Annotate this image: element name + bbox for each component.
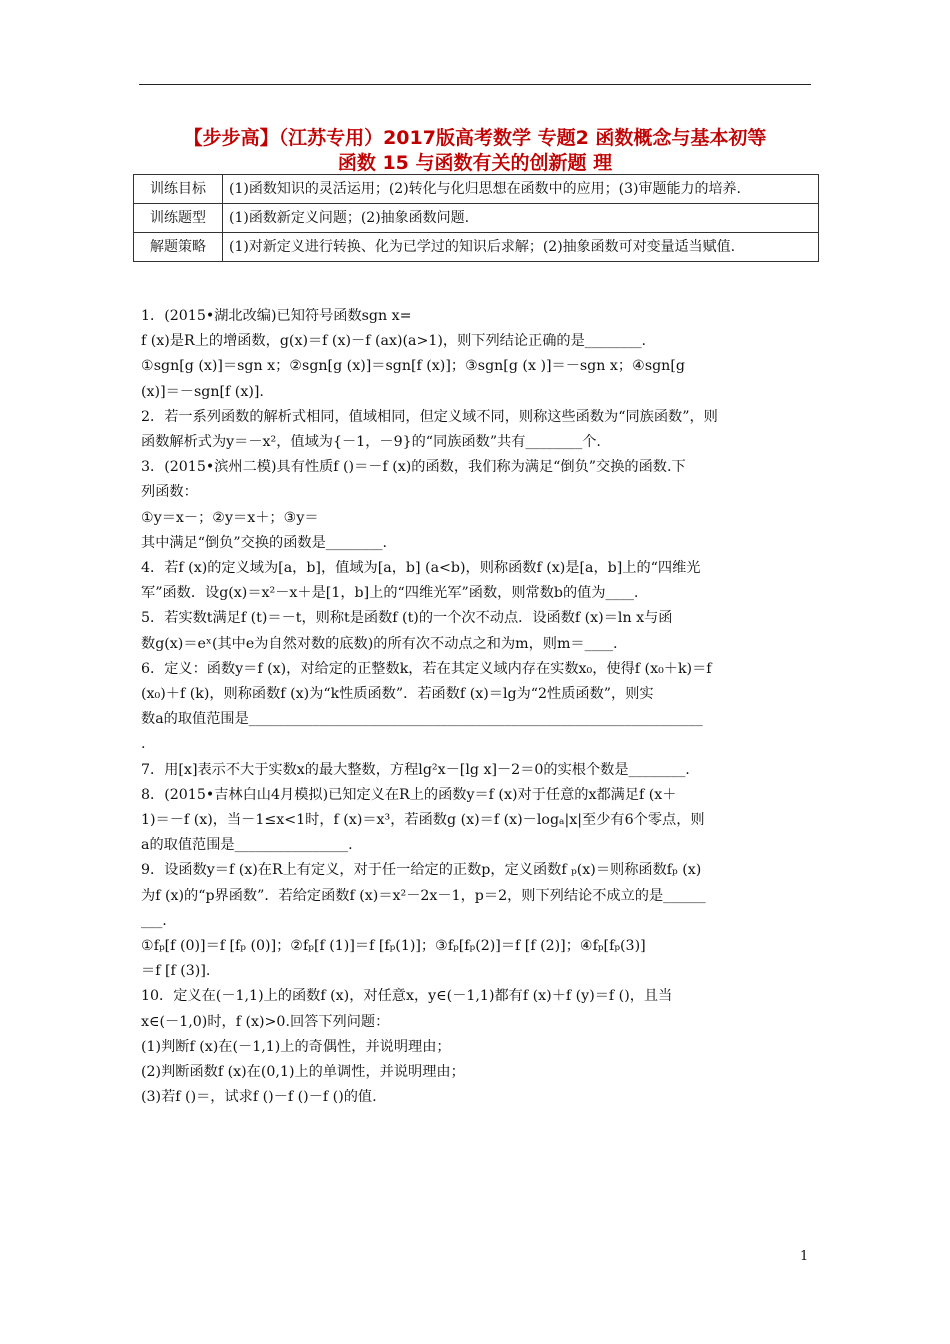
text-line: 1．(2015•湖北改编)已知符号函数sgn x= [141,308,412,324]
table-value: (1)对新定义进行转换、化为已学过的知识后求解；(2)抽象函数可对变量适当赋值. [223,233,819,262]
text-line: ___. [141,912,167,929]
text-line: 为f (x)的“p界函数”．若给定函数f (x)＝x²－2x－1，p＝2，则下列结论不成立的是______ [141,887,706,904]
text-line: ＝f [f (3)]. [141,963,211,980]
text-line: 函数解析式为y＝－x²，值域为{－1，－9}的“同族函数”共有________个. [141,434,601,451]
table-key: 解题策略 [134,233,223,262]
text-line: (2)判断函数f (x)在(0,1)上的单调性，并说明理由； [141,1064,465,1081]
text-line: 军”函数．设g(x)＝x²－x＋是[1，b]上的“四维光军”函数，则常数b的值为____. [141,585,639,602]
text-line: 4．若f (x)的定义域为[a，b]，值域为[a，b] (a<b)，则称函数f (x)是[a，b]上的“四维光 [141,560,701,577]
text-line: . [141,736,146,753]
text-line: (1)判断f (x)在(－1,1)上的奇偶性，并说明理由； [141,1038,451,1055]
text-line: 数g(x)＝eˣ(其中e为自然对数的底数)的所有次不动点之和为m，则m＝____. [141,635,618,652]
title-line-2: 函数 15 与函数有关的创新题 理 [337,152,613,174]
text-line: 8．(2015•吉林白山4月模拟)已知定义在R上的函数y＝f (x)对于任意的x都满足f (x＋ [141,786,677,803]
problem-list [141,304,811,1111]
text-line: ①sgn[g (x)]＝sgn x；②sgn[g (x)]＝sgn[f (x)]；③sgn[g (x )]＝－sgn x；④sgn[g [141,358,685,375]
table-row [134,233,819,262]
text-line: 数a的取值范围是________________________________________________________________ [141,711,703,728]
text-line: ①fₚ[f (0)]＝f [fₚ (0)]；②fₚ[f (1)]＝f [fₚ(1)]；③fₚ[fₚ(2)]＝f [f (2)]；④fₚ[fₚ(3)] [141,938,646,955]
table-value: (1)函数知识的灵活运用；(2)转化与化归思想在函数中的应用；(3)审题能力的培养. [223,175,819,204]
page-number: 1 [800,1249,809,1264]
text-line: 9．设函数y＝f (x)在R上有定义，对于任一给定的正数p，定义函数f ₚ(x)＝则称函数fₚ (x) [141,862,702,879]
training-info-table [133,174,819,262]
text-line: 6．定义：函数y＝f (x)，对给定的正整数k，若在其定义域内存在实数x₀，使得f (x₀＋k)＝f [141,660,712,677]
page-title [139,126,811,176]
text-line: 3．(2015•滨州二模)具有性质f ()＝－f (x)的函数，我们称为满足“倒负”交换的函数.下 [141,459,686,476]
text-line: f (x)是R上的增函数，g(x)＝f (x)－f (ax)(a>1)，则下列结论正确的是________. [141,333,647,350]
table-key: 训练目标 [134,175,223,204]
text-line: 1)＝－f (x)，当－1≤x<1时，f (x)＝x³，若函数g (x)＝f (x)－logₐ|x|至少有6个零点，则 [141,812,705,829]
table-row [134,175,819,204]
table-value: (1)函数新定义问题；(2)抽象函数问题. [223,204,819,233]
text-line: 其中满足“倒负”交换的函数是________. [141,534,388,551]
text-line: 列函数： [141,484,198,501]
table-row [134,204,819,233]
text-line: (x)]＝－sgn[f (x)]. [141,383,264,400]
text-line: 10．定义在(－1,1)上的函数f (x)，对任意x，y∈(－1,1)都有f (x)＋f (y)＝f ()，且当 [141,988,673,1005]
text-line: 5．若实数t满足f (t)＝－t，则称t是函数f (t)的一个次不动点．设函数f (x)＝ln x与函 [141,610,673,627]
header-rule [139,84,811,85]
text-line: a的取值范围是________________. [141,837,353,854]
title-line-1: 【步步高】（江苏专用）2017版高考数学 专题2 函数概念与基本初等 [183,127,767,149]
table-key: 训练题型 [134,204,223,233]
text-line: x∈(－1,0)时，f (x)>0.回答下列问题： [141,1013,390,1030]
text-line: 7．用[x]表示不大于实数x的最大整数，方程lg²x－[lg x]－2＝0的实根个数是________. [141,761,690,778]
text-line: (x₀)＋f (k)，则称函数f (x)为“k性质函数”．若函数f (x)＝lg为“2性质函数”，则实 [141,686,654,703]
text-line: ①y＝x－；②y＝x＋；③y＝ [141,509,319,526]
text-line: 2．若一系列函数的解析式相同，值域相同，但定义域不同，则称这些函数为“同族函数”，则 [141,408,718,425]
text-line: (3)若f ()＝，试求f ()－f ()－f ()的值. [141,1089,377,1106]
